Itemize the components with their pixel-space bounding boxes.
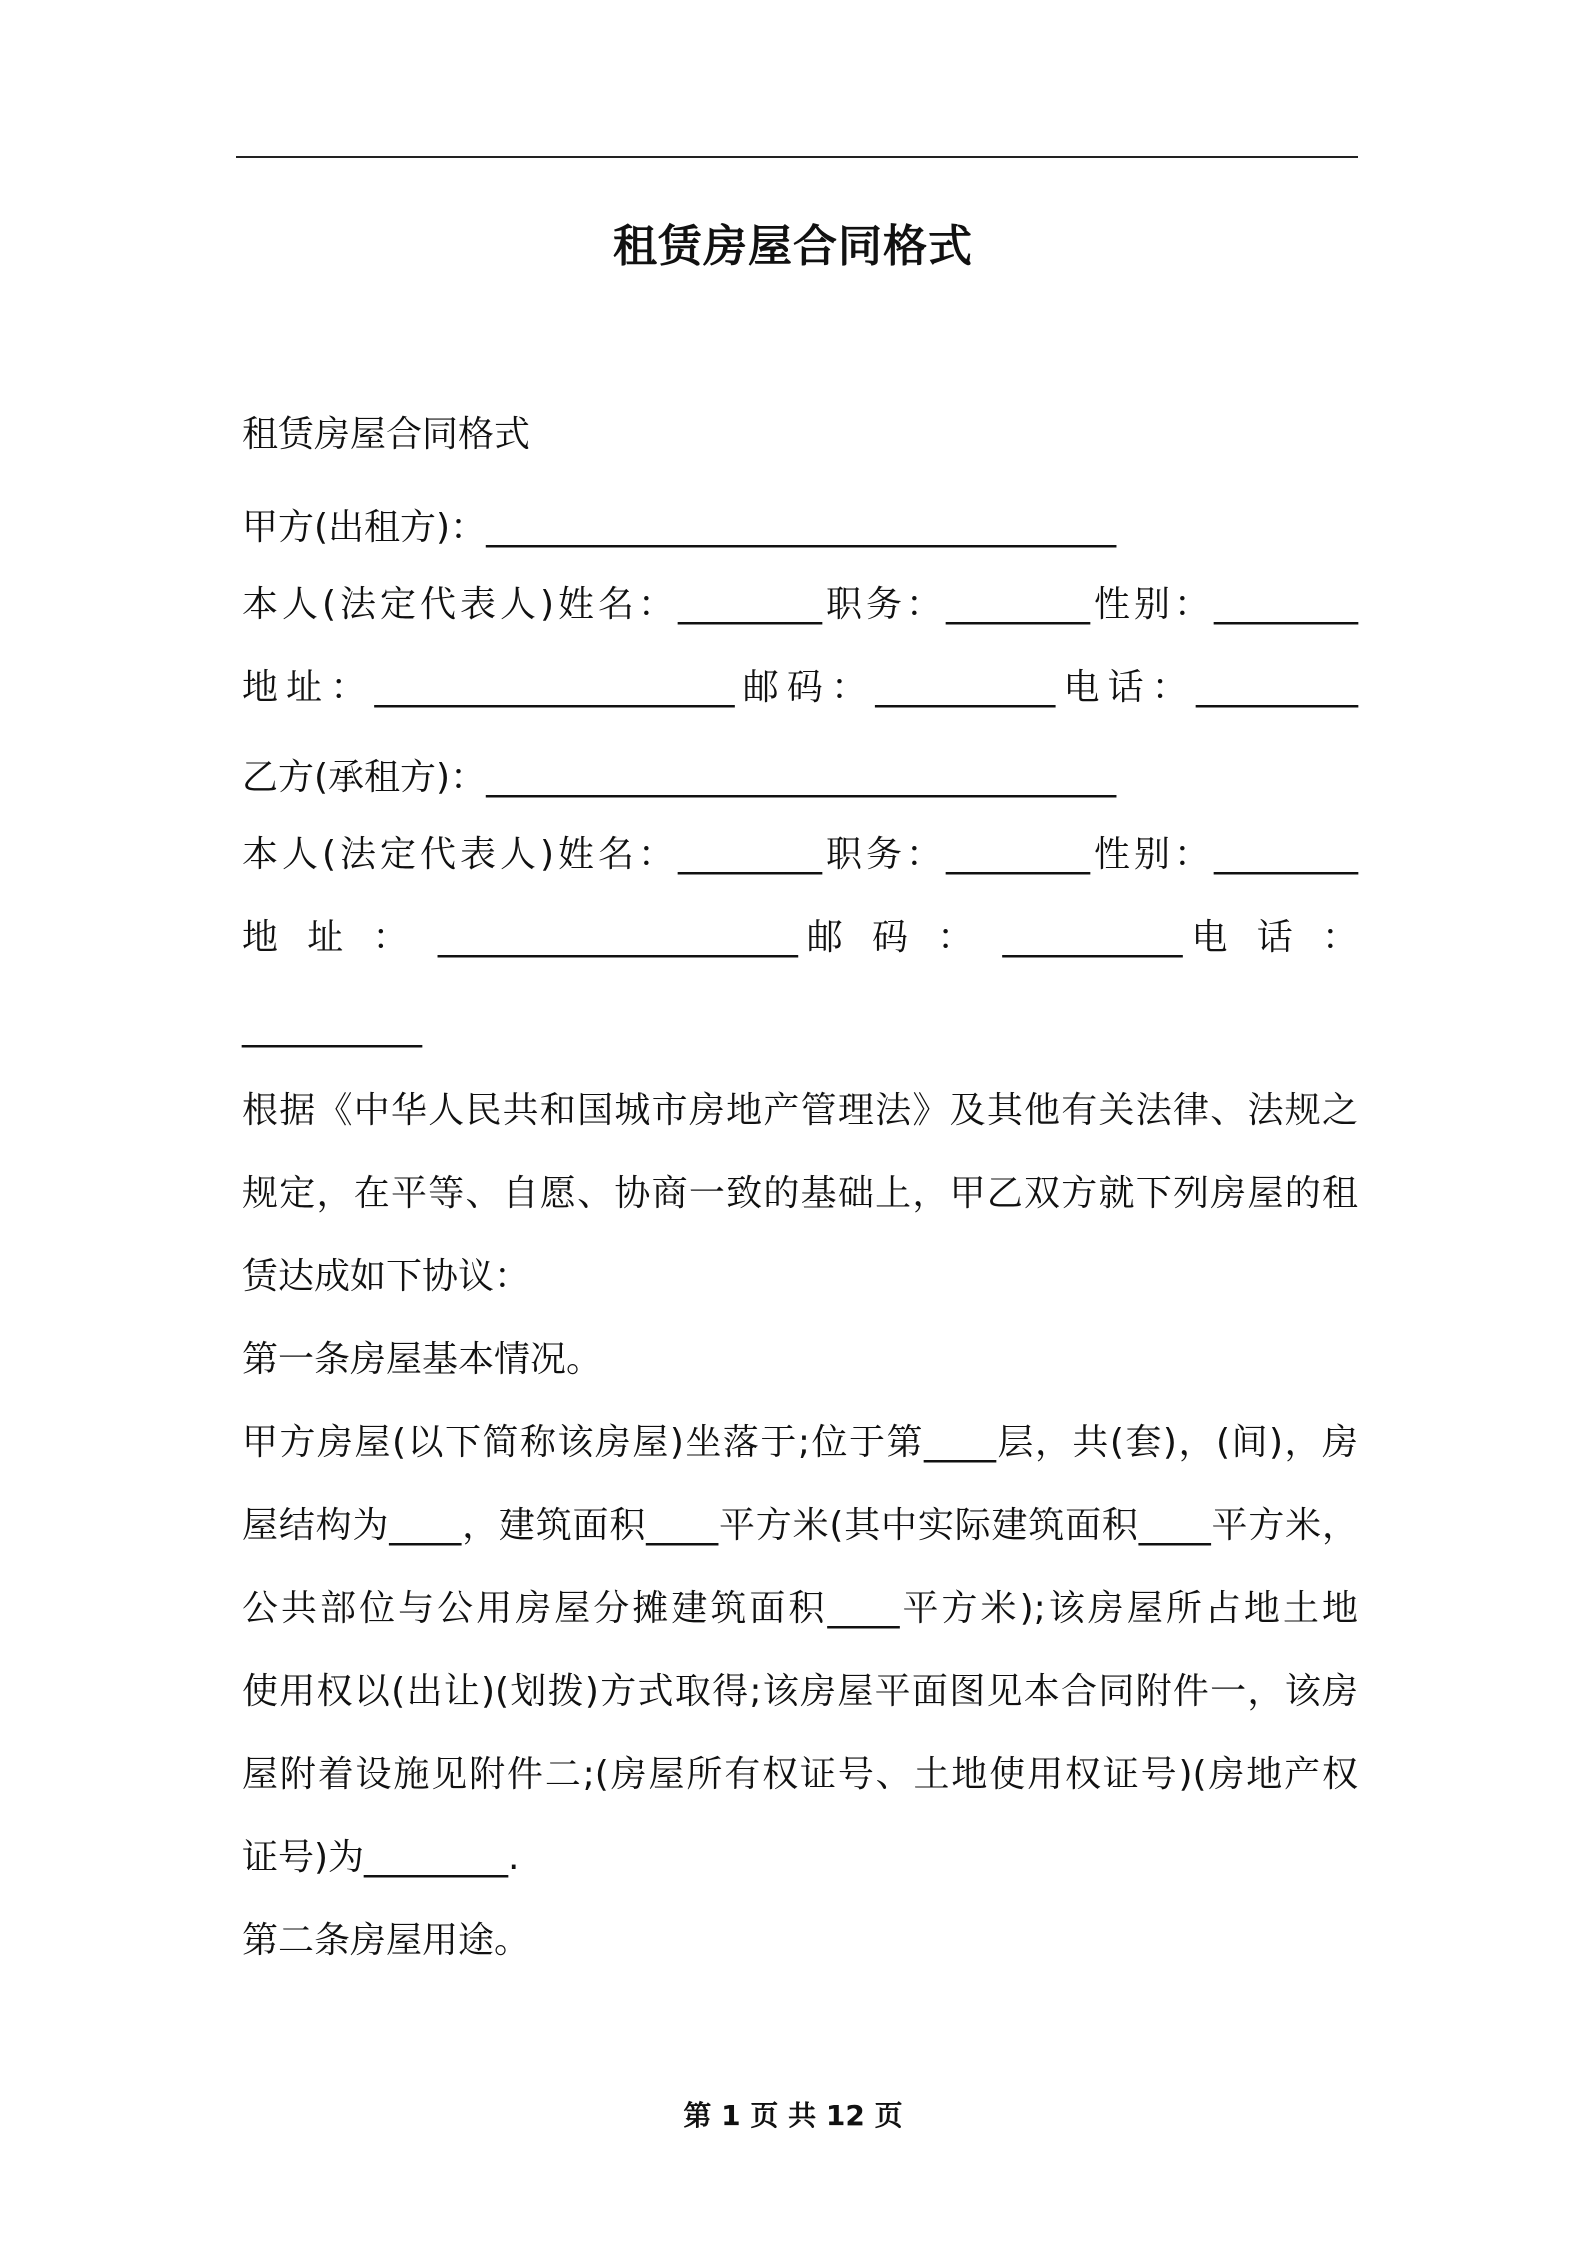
party-b-line: 乙方(承租方)：___________________________________	[242, 757, 1117, 798]
body-paragraph-line: 屋附着设施见附件二;(房屋所有权证号、土地使用权证号)(房地产权	[242, 1754, 1358, 1795]
party-b-representative-line: 本人(法定代表人)姓名：________职务：________性别：________	[242, 834, 1358, 875]
body-paragraph-line: 屋结构为____，建筑面积____平方米(其中实际建筑面积____平方米，	[242, 1505, 1358, 1546]
subtitle-line: 租赁房屋合同格式	[242, 414, 531, 455]
party-b-address-line: 地 址 ： ____________________邮 码 ： __________电 话 ：	[242, 917, 1359, 958]
party-a-line: 甲方(出租方)：___________________________________	[242, 507, 1117, 548]
page-number: 第 1 页 共 12 页	[683, 2099, 903, 2132]
body-paragraph-line: 使用权以(出让)(划拨)方式取得;该房屋平面图见本合同附件一，该房	[242, 1671, 1358, 1712]
body-paragraph-line: 规定，在平等、自愿、协商一致的基础上，甲乙双方就下列房屋的租	[242, 1173, 1358, 1214]
header-rule	[236, 156, 1358, 158]
body-paragraph-line: 赁达成如下协议：	[242, 1256, 531, 1297]
body-paragraph-line: 根据《中华人民共和国城市房地产管理法》及其他有关法律、法规之	[242, 1090, 1358, 1131]
article-two-heading: 第二条房屋用途。	[242, 1920, 531, 1961]
body-paragraph-line: 公共部位与公用房屋分摊建筑面积____平方米);该房屋所占地土地	[242, 1588, 1358, 1629]
article-one-heading: 第一条房屋基本情况。	[242, 1339, 603, 1380]
body-paragraph-line: 证号)为________.	[242, 1837, 520, 1878]
body-paragraph-line: 甲方房屋(以下简称该房屋)坐落于;位于第____层，共(套)，(间)，房	[242, 1422, 1358, 1463]
document-title: 租赁房屋合同格式	[613, 221, 973, 272]
party-a-address-line: 地址：____________________邮码：__________电话：_________	[242, 667, 1358, 708]
party-b-phone-blank-line: __________	[242, 1007, 422, 1048]
party-a-representative-line: 本人(法定代表人)姓名：________职务：________性别：________	[242, 584, 1358, 625]
